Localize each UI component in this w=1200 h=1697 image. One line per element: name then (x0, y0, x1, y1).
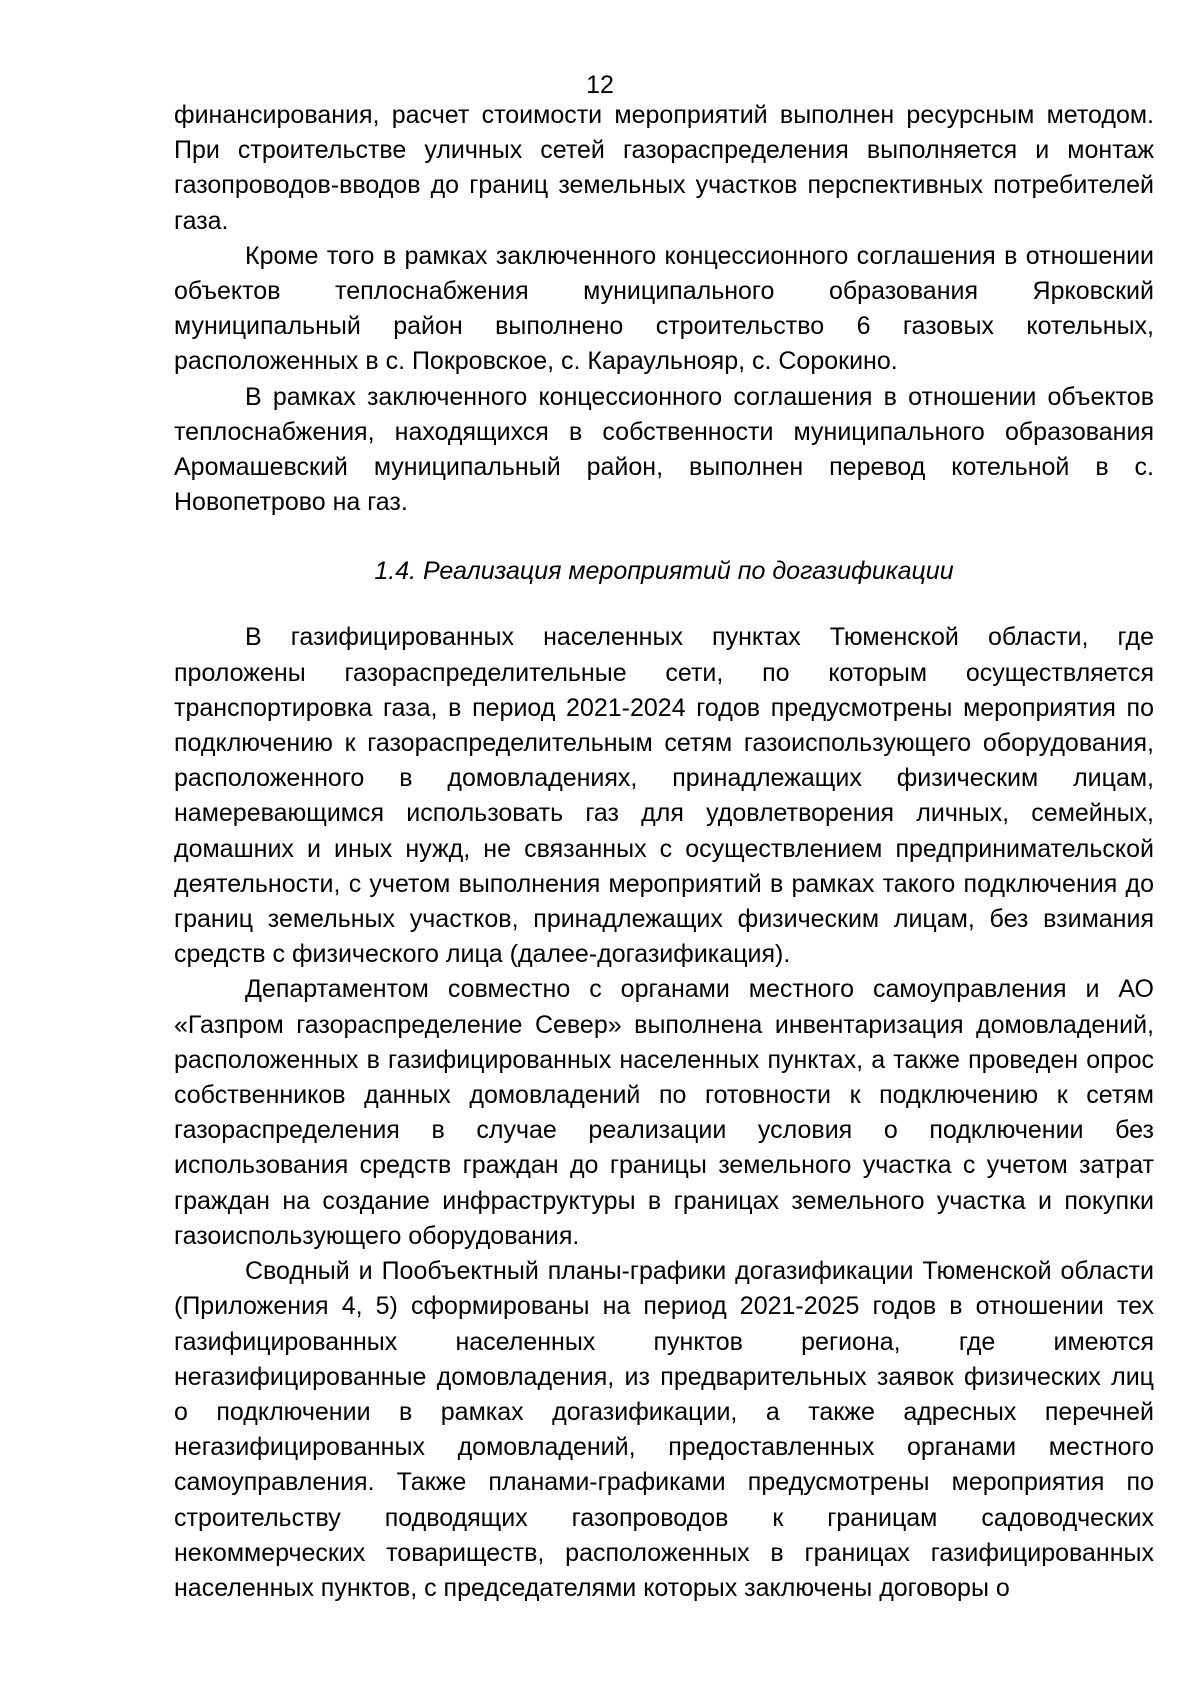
paragraph-inventory: Департаментом совместно с органами местного самоуправления и АО «Газпром газораспределение Север» выполнена инвентаризация домовладений, расположенных в газифицированных населенных пунктах, а также проведен опрос собственников данных домовладений по готовности к подключению к сетям газораспределения в случае реализации условия о подключении без использования средств граждан до границы земельного участка с учетом затрат граждан на создание инфраструктуры в границах земельного участка и покупки газоиспользующего оборудования. (174, 975, 1154, 1250)
page-number: 12 (586, 71, 614, 99)
paragraph-schedules: Сводный и Пообъектный планы-графики догазификации Тюменской области (Приложения 4, 5) сформированы на период 2021-2025 годов в отношении тех газифицированных населенных пунктов региона, где имеются негазифицированные домовладения, из предварительных заявок физических лиц о подключении в рамках догазификации, а также адресных перечней негазифицированных домовладений, предоставленных органами местного самоуправления. Также планами-графиками предусмотрены мероприятия по строительству подводящих газопроводов к границам садоводческих некоммерческих товариществ, расположенных в границах газифицированных населенных пунктов, с председателями которых заключены договоры о (174, 1257, 1154, 1602)
section-heading: 1.4. Реализация мероприятий по догазификации (374, 557, 954, 586)
paragraph-gasification-definition: В газифицированных населенных пунктах Тюменской области, где проложены газораспределительные сети, по которым осуществляется транспортировка газа, в период 2021-2024 годов предусмотрены мероприятия по подключению к газораспределительным сетям газоиспользующего оборудования, расположенного в домовладениях, принадлежащих физическим лицам, намеревающимся использовать газ для удовлетворения личных, семейных, домашних и иных нужд, не связанных с осуществлением предпринимательской деятельности, с учетом выполнения мероприятий в рамках такого подключения до границ земельных участков, принадлежащих физическим лицам, без взимания средств с физического лица (далее-догазификация). (174, 623, 1154, 969)
document-body (174, 98, 1154, 1606)
paragraph-yarkovsky-boilers: Кроме того в рамках заключенного концессионного соглашения в отношении объектов теплоснабжения муниципального образования Ярковский муниципальный район выполнено строительство 6 газовых котельных, расположенных в с. Покровское, с. Караульнояр, с. Сорокино. (174, 241, 1154, 376)
paragraph-financing-continuation: финансирования, расчет стоимости мероприятий выполнен ресурсным методом. При строительстве уличных сетей газораспределения выполняется и монтаж газопроводов-вводов до границ земельных участков перспективных потребителей газа. (174, 101, 1154, 235)
paragraph-aromashevsky-boiler: В рамках заключенного концессионного соглашения в отношении объектов теплоснабжения, находящихся в собственности муниципального образования Аромашевский муниципальный район, выполнен перевод котельной в с. Новопетрово на газ. (174, 382, 1154, 517)
